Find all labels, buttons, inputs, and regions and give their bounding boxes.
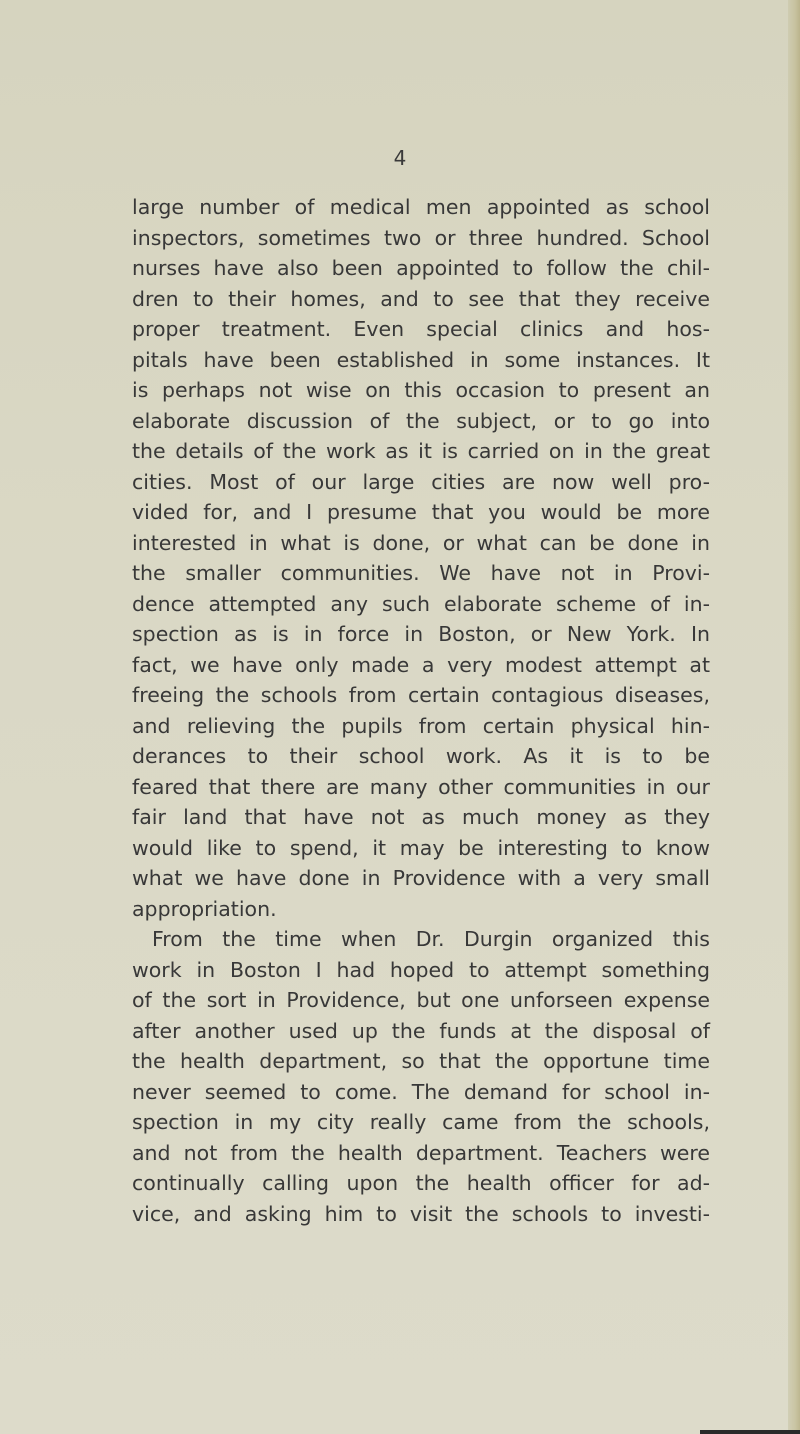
text-line: dence attempted any such elaborate scheme of in-: [132, 591, 710, 616]
text-line: after another used up the funds at the disposal of: [132, 1018, 710, 1043]
page-shadow: [700, 1430, 800, 1434]
text-line: freeing the schools from certain contagious diseases,: [132, 683, 710, 707]
text-line: of the sort in Providence, but one unforseen expense: [132, 988, 710, 1012]
text-line: work in Boston I had hoped to attempt something: [132, 957, 710, 982]
text-line: nurses have also been appointed to follow the chil-: [132, 256, 710, 280]
text-line: continually calling upon the health officer for ad-: [132, 1171, 710, 1195]
paragraph-start-line: From the time when Dr. Durgin organized this: [152, 927, 710, 951]
text-line: pitals have been established in some instances. It: [132, 347, 710, 372]
page-edge: [788, 0, 800, 1434]
text-line: feared that there are many other communities in our: [132, 774, 710, 799]
text-line: spection in my city really came from the schools,: [132, 1110, 710, 1134]
text-line: vided for, and I presume that you would be more: [132, 500, 710, 524]
text-line: the health department, so that the opportune time: [132, 1049, 710, 1073]
text-line: the details of the work as it is carried on in the great: [132, 439, 710, 463]
body-text: [132, 192, 710, 1229]
text-line: derances to their school work. As it is to be: [132, 744, 710, 768]
text-line: the smaller communities. We have not in Provi-: [132, 561, 710, 585]
text-line: and relieving the pupils from certain physical hin-: [132, 713, 710, 738]
text-line: fair land that have not as much money as they: [132, 805, 710, 829]
paragraph-end-line: appropriation.: [132, 896, 277, 921]
text-line: cities. Most of our large cities are now well pro-: [132, 469, 710, 494]
text-line: elaborate discussion of the subject, or to go into: [132, 408, 710, 433]
text-line: spection as is in force in Boston, or New York. In: [132, 622, 710, 646]
page-number: 4: [393, 146, 407, 170]
text-line: interested in what is done, or what can be done in: [132, 530, 710, 555]
text-line: fact, we have only made a very modest attempt at: [132, 652, 710, 677]
text-line: is perhaps not wise on this occasion to present an: [132, 378, 710, 402]
text-line: proper treatment. Even special clinics and hos-: [132, 317, 710, 341]
text-line: dren to their homes, and to see that they receive: [132, 286, 710, 311]
text-line: what we have done in Providence with a very small: [132, 866, 710, 890]
text-line: vice, and asking him to visit the schools to investi-: [132, 1201, 710, 1226]
text-line: never seemed to come. The demand for school in-: [132, 1079, 710, 1104]
text-line: would like to spend, it may be interesting to know: [132, 835, 710, 860]
text-line: inspectors, sometimes two or three hundred. School: [132, 225, 710, 250]
text-line: and not from the health department. Teachers were: [132, 1140, 710, 1165]
text-line: large number of medical men appointed as school: [132, 195, 710, 219]
